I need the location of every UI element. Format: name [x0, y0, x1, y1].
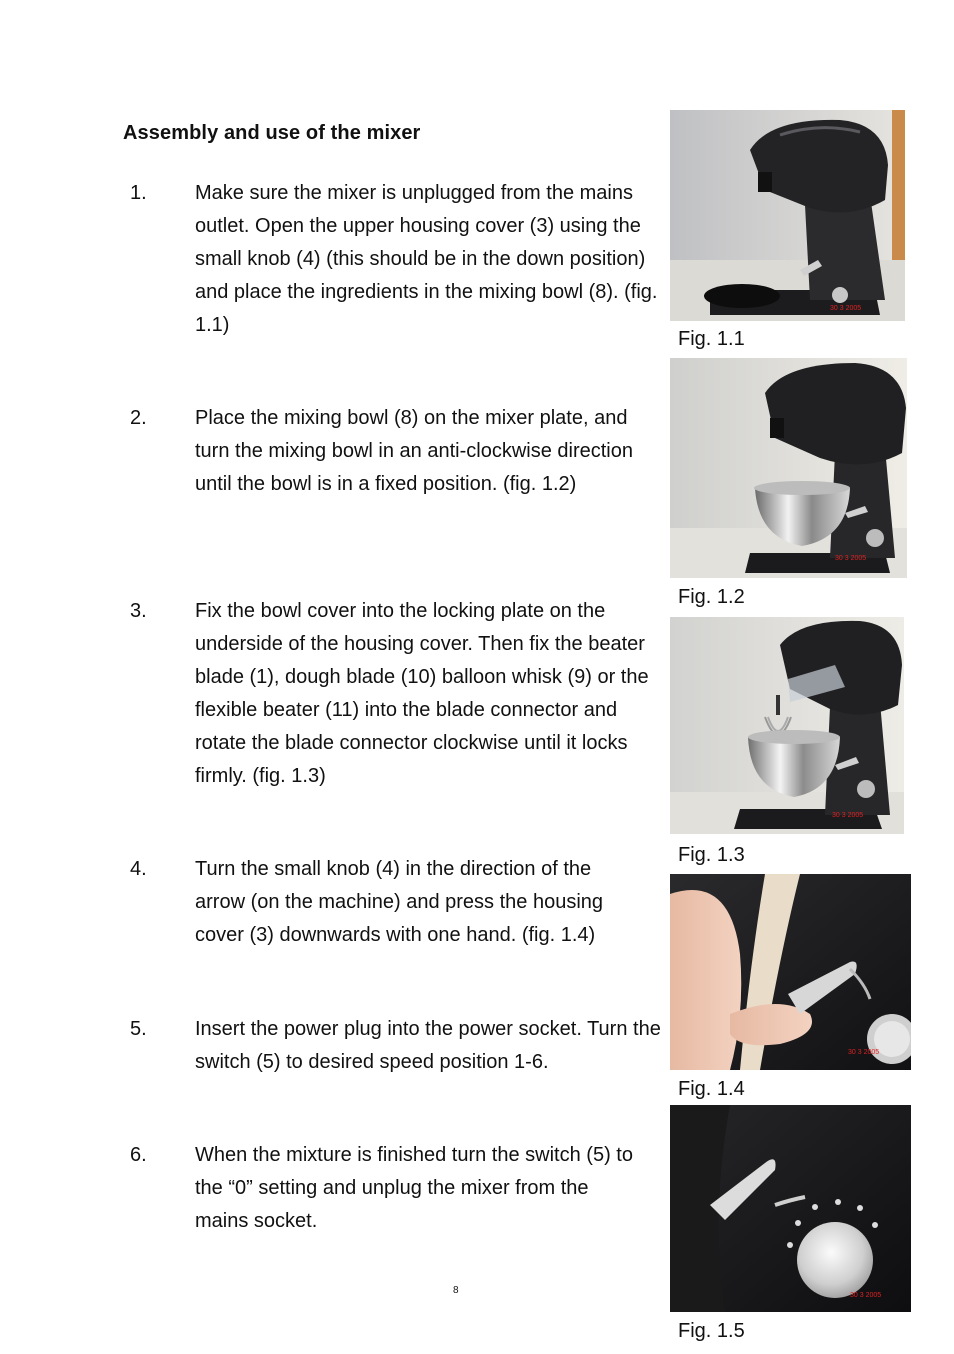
- svg-text:30 3 2005: 30 3 2005: [835, 555, 867, 562]
- svg-text:30 3 2005: 30 3 2005: [830, 305, 862, 312]
- svg-text:30 3 2005: 30 3 2005: [832, 812, 864, 819]
- step-text: Fix the bowl cover into the locking plate on the underside of the housing cover. Then fix the beater blade (1), dough blade (10) balloon whisk (9) or the flexible beater (11) into the blade connector and rotate the blade connector clockwise until it locks firmly. (fig. 1.3): [195, 600, 649, 787]
- page-number: 8: [453, 1285, 459, 1296]
- figure-1-5-caption: Fig. 1.5: [678, 1320, 745, 1342]
- page-title: Assembly and use of the mixer: [123, 122, 421, 144]
- step-text: When the mixture is finished turn the switch (5) to the “0” setting and unplug the mixer from the mains socket.: [195, 1144, 633, 1232]
- step-text: Turn the small knob (4) in the direction of the arrow (on the machine) and press the housing cover (3) downwards with one hand. (fig. 1.4): [195, 858, 604, 946]
- step-text: Place the mixing bowl (8) on the mixer plate, and turn the mixing bowl in an anti-clockwise direction until the bowl is in a fixed position. (fig. 1.2): [195, 407, 633, 495]
- step-number: 3.: [130, 600, 147, 622]
- step-number: 5.: [130, 1018, 147, 1040]
- figure-1-1-image: [670, 110, 905, 321]
- figure-1-3-caption: Fig. 1.3: [678, 844, 745, 866]
- step-number: 1.: [130, 182, 147, 204]
- svg-text:30 3 2005: 30 3 2005: [850, 1292, 882, 1299]
- step-number: 4.: [130, 858, 147, 880]
- figure-1-3-image: [670, 617, 904, 834]
- figure-1-4-caption: Fig. 1.4: [678, 1078, 745, 1100]
- figure-1-2-caption: Fig. 1.2: [678, 586, 745, 608]
- figure-1-5-image: [670, 1105, 911, 1312]
- figure-1-4-image: [670, 874, 911, 1070]
- step-text: Make sure the mixer is unplugged from the mains outlet. Open the upper housing cover (3) using the small knob (4) (this should be in the down position) and place the ingredients in the mixing bowl (8). (fig. 1.1): [195, 182, 658, 336]
- svg-text:30 3 2005: 30 3 2005: [848, 1049, 880, 1056]
- step-text: Insert the power plug into the power socket. Turn the switch (5) to desired speed position 1-6.: [195, 1018, 661, 1073]
- figure-1-2-image: [670, 358, 907, 578]
- figure-1-1-caption: Fig. 1.1: [678, 328, 745, 350]
- step-number: 2.: [130, 407, 147, 429]
- step-number: 6.: [130, 1144, 147, 1166]
